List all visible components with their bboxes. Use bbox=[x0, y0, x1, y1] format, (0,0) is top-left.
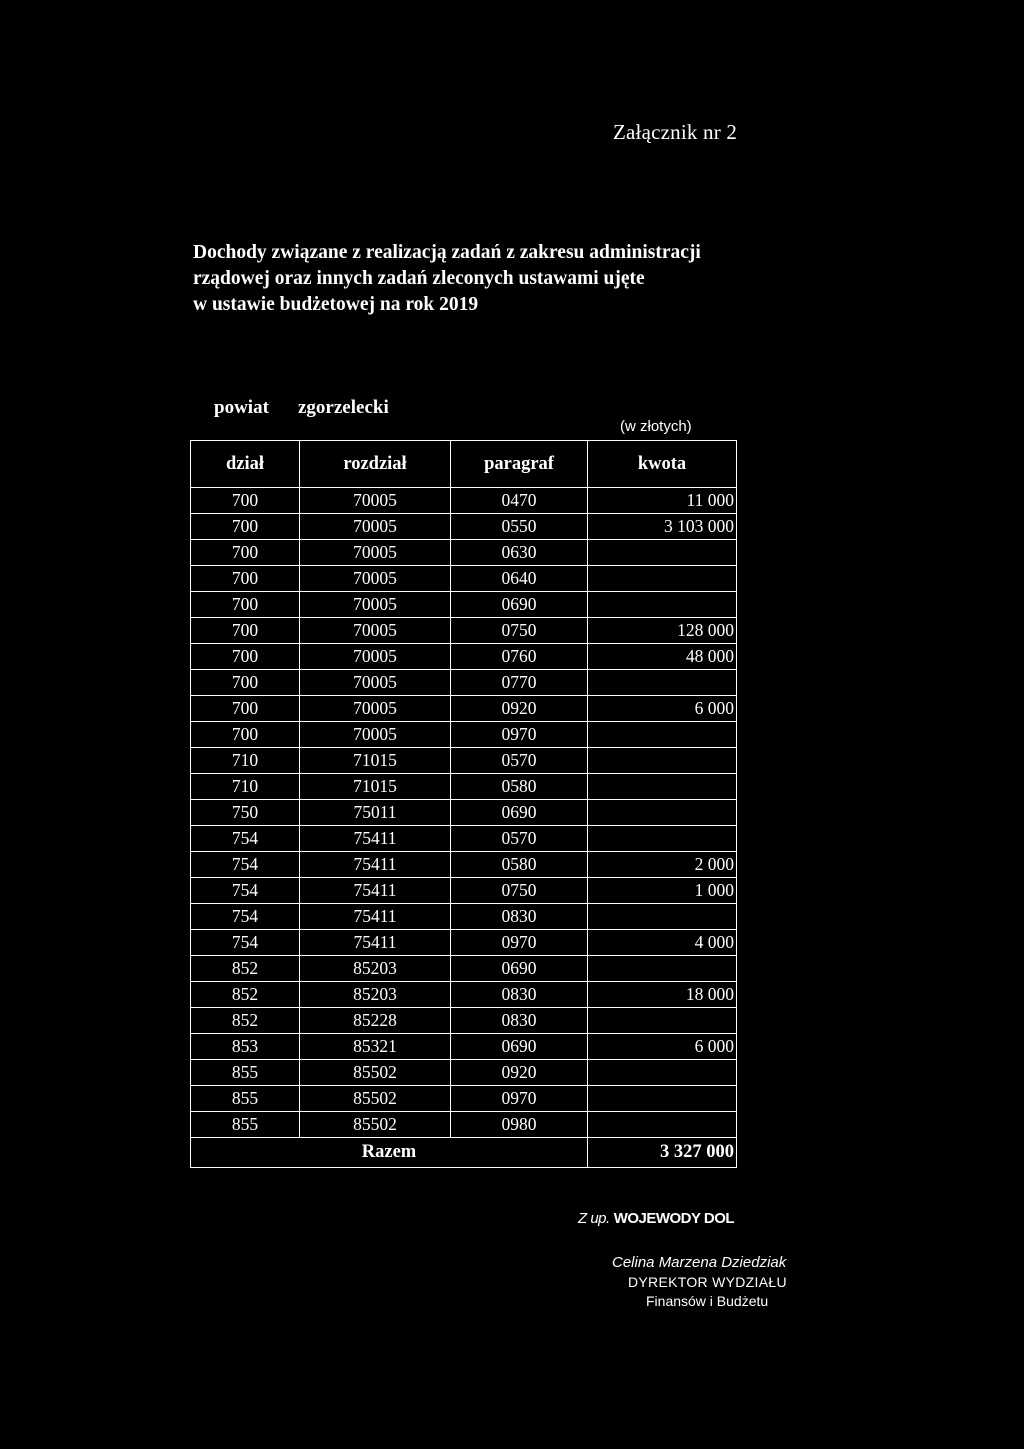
table-row bbox=[191, 618, 737, 644]
cell-dzial: 700 bbox=[191, 696, 300, 722]
cell-kwota bbox=[588, 800, 737, 826]
document-title bbox=[193, 240, 753, 318]
cell-rozdzial: 85203 bbox=[300, 982, 451, 1008]
cell-dzial: 700 bbox=[191, 644, 300, 670]
table-row bbox=[191, 566, 737, 592]
cell-rozdzial: 70005 bbox=[300, 566, 451, 592]
table-row bbox=[191, 722, 737, 748]
cell-rozdzial: 71015 bbox=[300, 748, 451, 774]
cell-paragraf: 0470 bbox=[451, 488, 588, 514]
table-row bbox=[191, 488, 737, 514]
cell-paragraf: 0630 bbox=[451, 540, 588, 566]
table-row bbox=[191, 592, 737, 618]
signature-prefix: Z up. bbox=[578, 1210, 610, 1227]
table-row bbox=[191, 1008, 737, 1034]
cell-paragraf: 0550 bbox=[451, 514, 588, 540]
table-row bbox=[191, 670, 737, 696]
cell-rozdzial: 70005 bbox=[300, 670, 451, 696]
cell-dzial: 700 bbox=[191, 670, 300, 696]
table-row bbox=[191, 540, 737, 566]
cell-rozdzial: 75411 bbox=[300, 930, 451, 956]
table-body bbox=[191, 488, 737, 1138]
cell-paragraf: 0690 bbox=[451, 592, 588, 618]
table-row bbox=[191, 826, 737, 852]
total-label: Razem bbox=[191, 1138, 588, 1168]
cell-kwota: 11 000 bbox=[588, 488, 737, 514]
table-row bbox=[191, 644, 737, 670]
signature-authority bbox=[578, 1210, 734, 1227]
cell-kwota bbox=[588, 1060, 737, 1086]
cell-paragraf: 0970 bbox=[451, 722, 588, 748]
cell-dzial: 750 bbox=[191, 800, 300, 826]
cell-dzial: 700 bbox=[191, 592, 300, 618]
cell-kwota bbox=[588, 774, 737, 800]
cell-paragraf: 0970 bbox=[451, 930, 588, 956]
cell-rozdzial: 85502 bbox=[300, 1112, 451, 1138]
cell-rozdzial: 85502 bbox=[300, 1060, 451, 1086]
signature-department: Finansów i Budżetu bbox=[646, 1293, 769, 1309]
cell-dzial: 710 bbox=[191, 748, 300, 774]
cell-dzial: 700 bbox=[191, 618, 300, 644]
cell-dzial: 754 bbox=[191, 826, 300, 852]
cell-kwota bbox=[588, 722, 737, 748]
cell-dzial: 700 bbox=[191, 488, 300, 514]
attachment-label: Załącznik nr 2 bbox=[613, 120, 738, 144]
cell-kwota: 3 103 000 bbox=[588, 514, 737, 540]
cell-paragraf: 0750 bbox=[451, 878, 588, 904]
cell-paragraf: 0570 bbox=[451, 826, 588, 852]
table-row bbox=[191, 774, 737, 800]
table-row bbox=[191, 514, 737, 540]
cell-paragraf: 0570 bbox=[451, 748, 588, 774]
cell-rozdzial: 70005 bbox=[300, 540, 451, 566]
title-line-1: Dochody związane z realizacją zadań z zakresu administracji bbox=[193, 242, 701, 263]
cell-rozdzial: 75011 bbox=[300, 800, 451, 826]
cell-rozdzial: 75411 bbox=[300, 852, 451, 878]
cell-dzial: 700 bbox=[191, 566, 300, 592]
cell-kwota bbox=[588, 1112, 737, 1138]
powiat-value: zgorzelecki bbox=[298, 397, 389, 418]
cell-kwota bbox=[588, 956, 737, 982]
cell-dzial: 852 bbox=[191, 982, 300, 1008]
table-total-row bbox=[191, 1138, 737, 1168]
cell-rozdzial: 85228 bbox=[300, 1008, 451, 1034]
cell-rozdzial: 70005 bbox=[300, 696, 451, 722]
cell-kwota: 128 000 bbox=[588, 618, 737, 644]
cell-kwota bbox=[588, 826, 737, 852]
currency-unit-note: (w złotych) bbox=[620, 418, 692, 435]
cell-paragraf: 0830 bbox=[451, 1008, 588, 1034]
cell-kwota bbox=[588, 748, 737, 774]
signature-authority-text: WOJEWODY DOL bbox=[613, 1210, 735, 1227]
cell-dzial: 700 bbox=[191, 540, 300, 566]
cell-dzial: 754 bbox=[191, 904, 300, 930]
table-row bbox=[191, 930, 737, 956]
cell-dzial: 855 bbox=[191, 1112, 300, 1138]
cell-kwota: 4 000 bbox=[588, 930, 737, 956]
cell-kwota bbox=[588, 592, 737, 618]
cell-kwota bbox=[588, 1086, 737, 1112]
header-paragraf: paragraf bbox=[451, 441, 588, 488]
table-row bbox=[191, 982, 737, 1008]
cell-kwota bbox=[588, 904, 737, 930]
title-line-2: rządowej oraz innych zadań zleconych ustawami ujęte bbox=[193, 268, 645, 289]
cell-paragraf: 0830 bbox=[451, 904, 588, 930]
header-dzial: dział bbox=[191, 441, 300, 488]
cell-paragraf: 0580 bbox=[451, 852, 588, 878]
cell-kwota bbox=[588, 670, 737, 696]
cell-paragraf: 0920 bbox=[451, 1060, 588, 1086]
cell-rozdzial: 75411 bbox=[300, 826, 451, 852]
cell-paragraf: 0580 bbox=[451, 774, 588, 800]
cell-rozdzial: 70005 bbox=[300, 618, 451, 644]
cell-rozdzial: 85502 bbox=[300, 1086, 451, 1112]
table-row bbox=[191, 878, 737, 904]
cell-dzial: 852 bbox=[191, 956, 300, 982]
table-row bbox=[191, 696, 737, 722]
cell-rozdzial: 70005 bbox=[300, 488, 451, 514]
cell-rozdzial: 85203 bbox=[300, 956, 451, 982]
cell-paragraf: 0640 bbox=[451, 566, 588, 592]
cell-paragraf: 0920 bbox=[451, 696, 588, 722]
cell-paragraf: 0690 bbox=[451, 800, 588, 826]
cell-rozdzial: 70005 bbox=[300, 592, 451, 618]
cell-rozdzial: 70005 bbox=[300, 514, 451, 540]
table-row bbox=[191, 748, 737, 774]
table-row bbox=[191, 1060, 737, 1086]
table-row bbox=[191, 904, 737, 930]
table-row bbox=[191, 800, 737, 826]
cell-kwota: 6 000 bbox=[588, 696, 737, 722]
header-kwota: kwota bbox=[588, 441, 737, 488]
cell-dzial: 700 bbox=[191, 514, 300, 540]
total-value: 3 327 000 bbox=[588, 1138, 737, 1168]
cell-kwota: 18 000 bbox=[588, 982, 737, 1008]
cell-rozdzial: 75411 bbox=[300, 904, 451, 930]
cell-kwota: 6 000 bbox=[588, 1034, 737, 1060]
revenue-table bbox=[190, 440, 737, 1168]
table-header-row bbox=[191, 441, 737, 488]
cell-paragraf: 0980 bbox=[451, 1112, 588, 1138]
cell-rozdzial: 85321 bbox=[300, 1034, 451, 1060]
cell-rozdzial: 71015 bbox=[300, 774, 451, 800]
cell-paragraf: 0830 bbox=[451, 982, 588, 1008]
cell-dzial: 710 bbox=[191, 774, 300, 800]
cell-dzial: 754 bbox=[191, 930, 300, 956]
table-row bbox=[191, 1034, 737, 1060]
cell-dzial: 754 bbox=[191, 852, 300, 878]
cell-paragraf: 0690 bbox=[451, 956, 588, 982]
cell-kwota: 1 000 bbox=[588, 878, 737, 904]
cell-paragraf: 0760 bbox=[451, 644, 588, 670]
table-row bbox=[191, 852, 737, 878]
cell-dzial: 754 bbox=[191, 878, 300, 904]
cell-dzial: 853 bbox=[191, 1034, 300, 1060]
header-rozdzial: rozdział bbox=[300, 441, 451, 488]
cell-kwota bbox=[588, 1008, 737, 1034]
cell-paragraf: 0750 bbox=[451, 618, 588, 644]
cell-kwota: 2 000 bbox=[588, 852, 737, 878]
cell-rozdzial: 70005 bbox=[300, 644, 451, 670]
cell-dzial: 700 bbox=[191, 722, 300, 748]
signature-role: DYREKTOR WYDZIAŁU bbox=[628, 1274, 787, 1290]
cell-paragraf: 0690 bbox=[451, 1034, 588, 1060]
cell-rozdzial: 70005 bbox=[300, 722, 451, 748]
powiat-label: powiat bbox=[214, 397, 269, 418]
cell-rozdzial: 75411 bbox=[300, 878, 451, 904]
cell-paragraf: 0770 bbox=[451, 670, 588, 696]
cell-dzial: 855 bbox=[191, 1086, 300, 1112]
title-line-3: w ustawie budżetowej na rok 2019 bbox=[193, 294, 479, 315]
cell-paragraf: 0970 bbox=[451, 1086, 588, 1112]
table-row bbox=[191, 956, 737, 982]
cell-dzial: 852 bbox=[191, 1008, 300, 1034]
cell-kwota bbox=[588, 540, 737, 566]
cell-kwota bbox=[588, 566, 737, 592]
table-row bbox=[191, 1112, 737, 1138]
signature-name: Celina Marzena Dziedziak bbox=[612, 1254, 787, 1271]
cell-dzial: 855 bbox=[191, 1060, 300, 1086]
cell-kwota: 48 000 bbox=[588, 644, 737, 670]
table-row bbox=[191, 1086, 737, 1112]
